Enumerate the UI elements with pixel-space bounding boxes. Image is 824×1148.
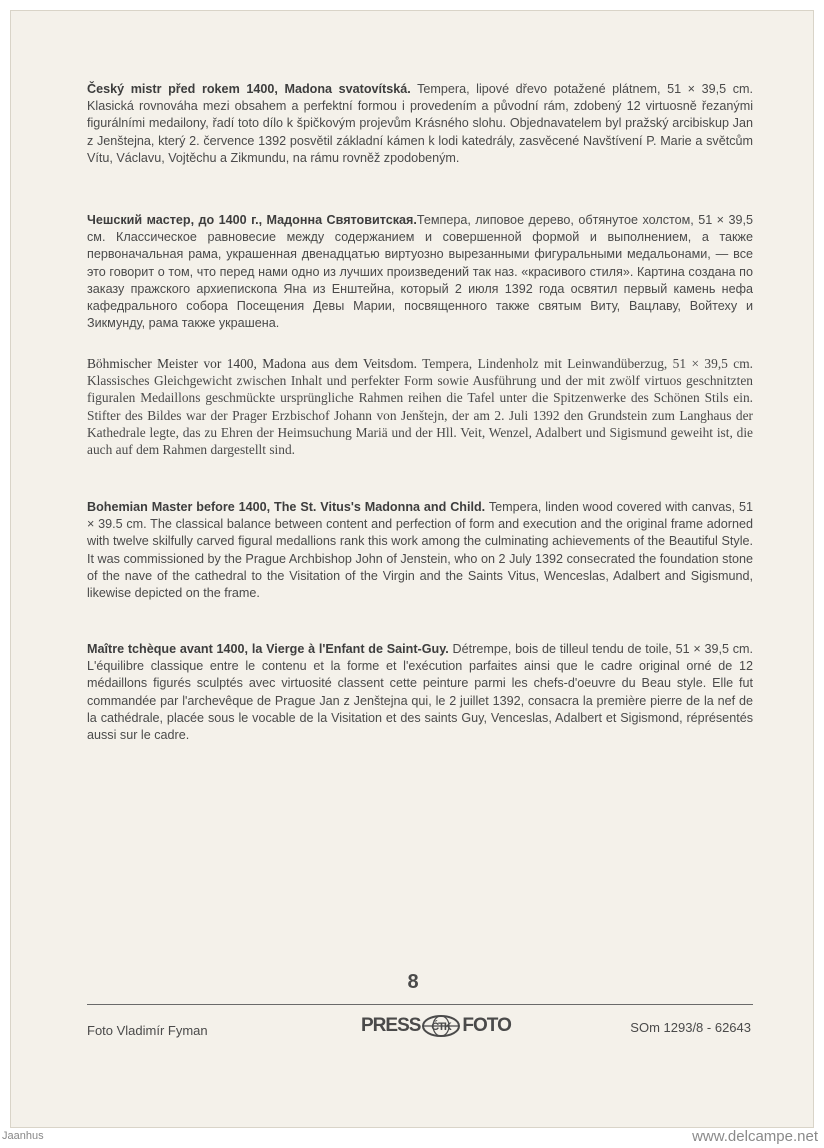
heading-czech: Český mistr před rokem 1400, Madona svatovítská. bbox=[87, 82, 411, 96]
publisher-logo bbox=[361, 1015, 511, 1037]
body-german: Tempera, Lindenholz mit Leinwandüberzug, 51 × 39,5 cm. Klassisches Gleichgewicht zwischen Inhalt und perfekter Form sowie Ausführung und der mit zwölf virtuos geschnitzten figuralen Medaillons geschmückte ursprüngliche Rahmen reihen die Tafel unter die Spitzenwerke des Schönen Stils ein. Stifter des Bildes war der Prager Erzbischof Johann von Jenštejn, der am 2. Juli 1392 den Grundstein zum Langhaus der Kathedrale legte, das zu Ehren der Heimsuchung Mariä und der Hll. Veit, Wenzel, Adalbert und Sigismund geweiht ist, die auch auf dem Rahmen dargestellt sind. bbox=[87, 356, 753, 458]
postcard-back bbox=[10, 10, 814, 1128]
logo-text-right: FOTO bbox=[462, 1015, 511, 1036]
body-english: Tempera, linden wood covered with canvas, 51 × 39.5 cm. The classical balance between content and perfection of form and execution and the original frame adorned with twelve skilfully carved figural medallions rank this work among the culminating achievements of the Beautiful Style. It was commissioned by the Prague Archbishop John of Jenstein, who on 2 July 1392 consecrated the foundation stone of the nave of the cathedral to the Visitation of the Virgin and the Saints Vitus, Wenceslas, Adalbert and Sigismund, likewise depicted on the frame. bbox=[87, 500, 753, 601]
heading-german: Böhmischer Meister vor 1400, Madona aus dem Veitsdom. bbox=[87, 356, 417, 371]
body-russian: Темпера, липовое дерево, обтянутое холстом, 51 × 39,5 см. Классическое равновесие между содержанием и совершенной формой и выполнением, а также первоначальная рама, украшенная двенадцатью виртуозно вырезанными фигуральными медальонами, — все это говорит о том, что перед нами одно из лучших произведений так наз. «красивого стиля». Картина создана по заказу пражского архиепископа Яна из Енштейна, который 2 июля 1392 года освятил первый камень нефа кафедрального собора Посещения Девы Марии, посвященного также святым Виту, Вацлаву, Войтеху и Зикмунду, рама также украшена. bbox=[87, 213, 753, 331]
globe-icon bbox=[421, 1015, 461, 1037]
description-french bbox=[87, 641, 753, 744]
logo-text-mid: ČTK bbox=[431, 1021, 452, 1033]
photo-credit: Foto Vladimír Fyman bbox=[87, 1023, 208, 1038]
logo-text-left: PRESS bbox=[361, 1015, 421, 1036]
heading-french: Maître tchèque avant 1400, la Vierge à l'Enfant de Saint-Guy. bbox=[87, 642, 449, 656]
description-russian bbox=[87, 212, 753, 332]
page-number: 8 bbox=[407, 971, 419, 993]
heading-english: Bohemian Master before 1400, The St. Vitus's Madonna and Child. bbox=[87, 500, 486, 514]
body-czech: Tempera, lipové dřevo potažené plátnem, 51 × 39,5 cm. Klasická rovnováha mezi obsahem a perfektní formou i provedením a původní rám, zdobený 12 virtuosně řezanými figurálními medailony, řadí toto dílo k špičkovým projevům Krásného slohu. Objednavatelem byl pražský arcibiskup Jan z Jenštejna, který 2. července 1392 posvětil základní kámen k lodi katedrály, zasvěcené Navštívení P. Marie a světcům Vítu, Václavu, Vojtěchu a Zikmundu, na rámu rovněž zpodobeným. bbox=[87, 82, 753, 165]
body-french: Détrempe, bois de tilleul tendu de toile, 51 × 39,5 cm. L'équilibre classique entre le contenu et la forme et l'exécution parfaites ainsi que le cadre original orné de 12 médaillons figurés sculptés avec virtuosité classent cette peinture parmi les chefs-d'oeuvre du Beau style. Elle fut commandée par l'archevêque de Prague Jan z Jenštejna qui, le 2 juillet 1392, consacra la première pierre de la nef de la cathédrale, placée sous le vocable de la Visitation et des saints Guy, Venceslas, Adalbert et Sigismond, réprésentés aussi sur le cadre. bbox=[87, 642, 754, 743]
watermark-right: www.delcampe.net bbox=[692, 1128, 818, 1145]
heading-russian: Чешский мастер, до 1400 г., Мадонна Святовитская. bbox=[87, 213, 417, 227]
watermark-left: Jaanhus bbox=[2, 1130, 44, 1142]
footer-divider bbox=[87, 1004, 753, 1005]
description-czech bbox=[87, 81, 753, 167]
description-german bbox=[87, 355, 753, 458]
catalog-code: SOm 1293/8 - 62643 bbox=[630, 1020, 751, 1035]
description-english bbox=[87, 499, 753, 602]
